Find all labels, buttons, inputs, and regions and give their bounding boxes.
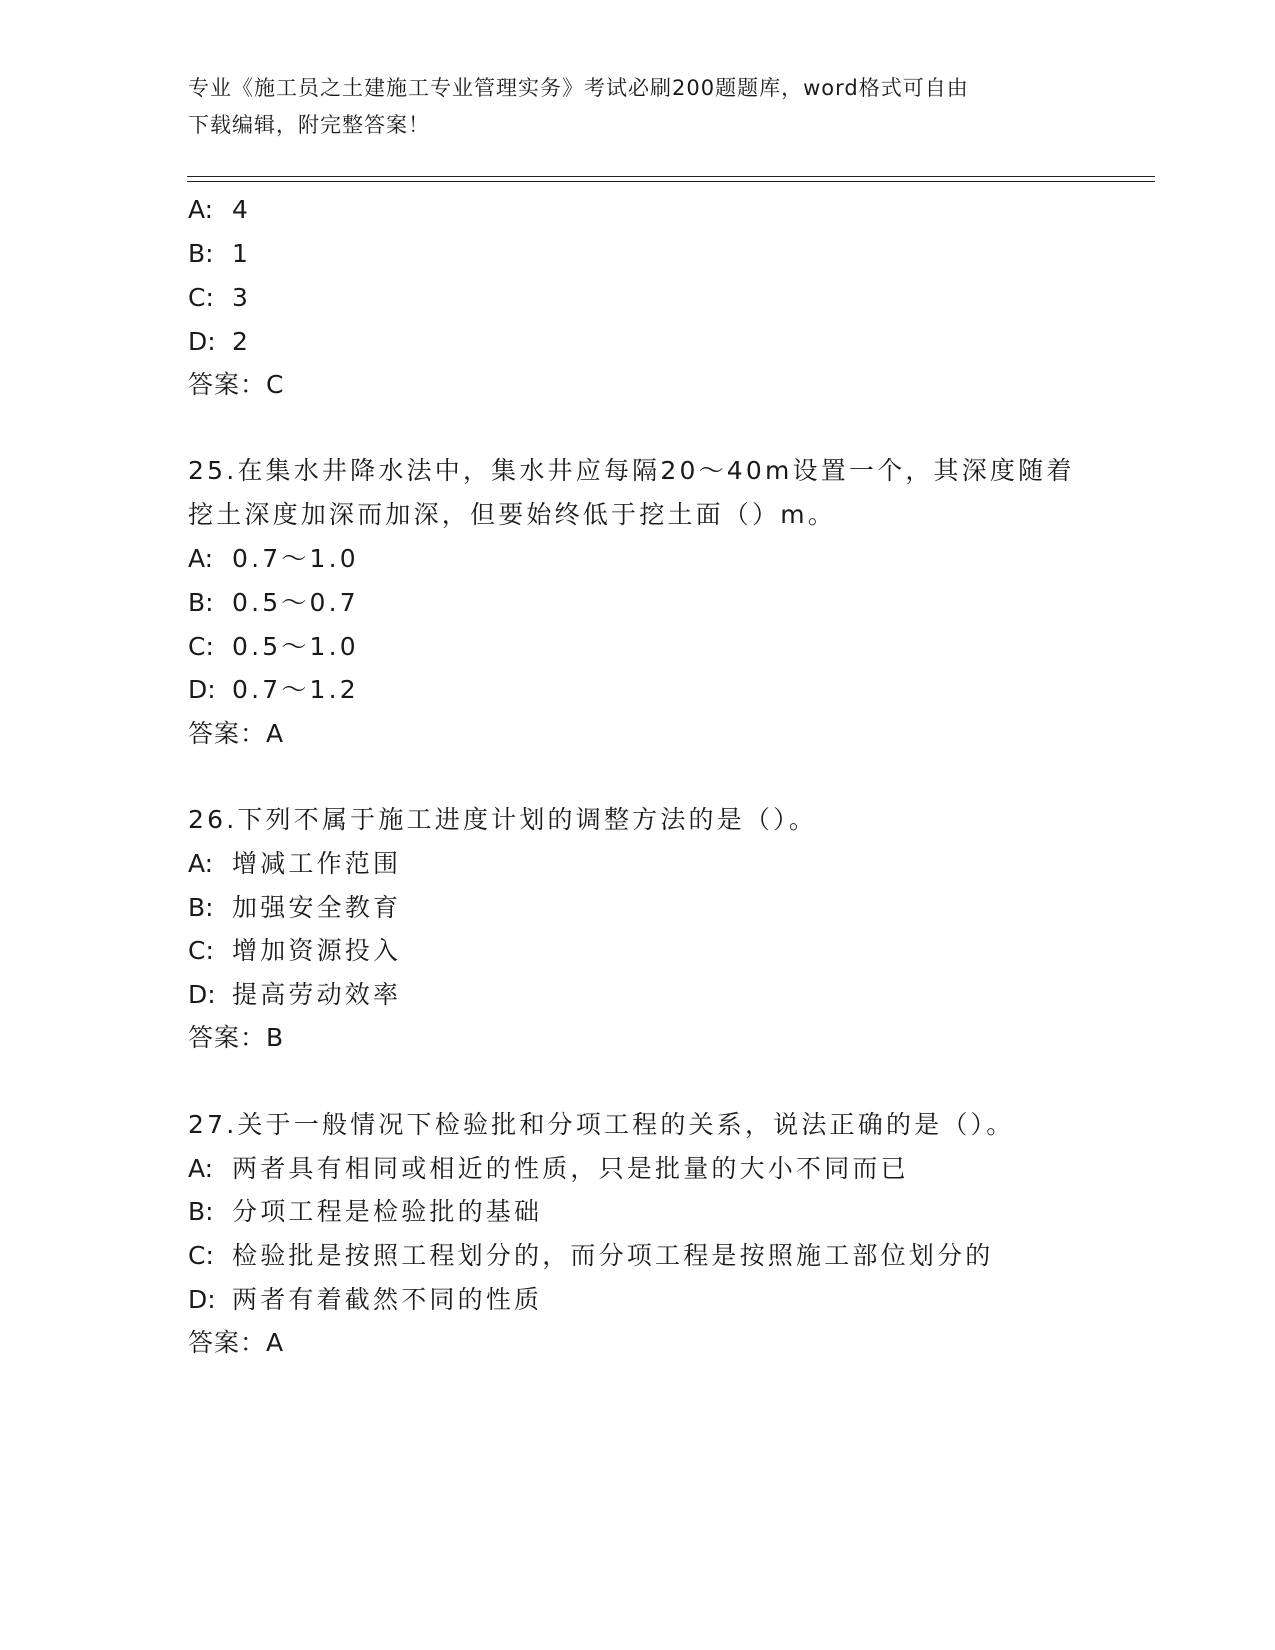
q27-option-d: D: 两者有着截然不同的性质 [188, 1285, 543, 1314]
q26-option-a: A: 增减工作范围 [188, 849, 402, 878]
q24-option-d: D: 2 [188, 327, 252, 356]
q24-option-c: C: 3 [188, 283, 252, 312]
q26-option-d: D: 提高劳动效率 [188, 980, 402, 1009]
header-divider-bottom [187, 181, 1155, 182]
q27-option-a: A: 两者具有相同或相近的性质，只是批量的大小不同而已 [188, 1154, 909, 1183]
q25-option-c: C: 0.5～1.0 [188, 632, 359, 661]
q25-answer: 答案：A [188, 719, 285, 748]
q27-answer: 答案：A [188, 1328, 285, 1357]
q24-option-a: A: 4 [188, 195, 252, 224]
q26-stem-line-1: 26.下列不属于施工进度计划的调整方法的是（）。 [188, 805, 818, 834]
q24-answer: 答案：C [188, 370, 285, 399]
q27-option-c: C: 检验批是按照工程划分的，而分项工程是按照施工部位划分的 [188, 1241, 994, 1270]
q25-option-d: D: 0.7～1.2 [188, 675, 359, 704]
q26-option-b: B: 加强安全教育 [188, 893, 402, 922]
q24-option-b: B: 1 [188, 239, 252, 268]
q25-stem-line-2: 挖土深度加深而加深，但要始终低于挖土面（）m。 [188, 500, 836, 529]
q25-option-a: A: 0.7～1.0 [188, 544, 359, 573]
header-divider-top [187, 176, 1155, 177]
header-line-1: 专业《施工员之土建施工专业管理实务》考试必刷200题题库，word格式可自由 [188, 76, 969, 100]
q27-stem-line-1: 27.关于一般情况下检验批和分项工程的关系，说法正确的是（）。 [188, 1110, 1015, 1139]
q25-stem-line-1: 25.在集水井降水法中，集水井应每隔20～40m设置一个，其深度随着 [188, 456, 1075, 485]
q26-option-c: C: 增加资源投入 [188, 936, 402, 965]
document-header [188, 70, 1088, 144]
q26-answer: 答案：B [188, 1023, 285, 1052]
q25-option-b: B: 0.5～0.7 [188, 588, 359, 617]
q27-option-b: B: 分项工程是检验批的基础 [188, 1197, 543, 1226]
header-line-2: 下载编辑，附完整答案！ [188, 113, 430, 137]
